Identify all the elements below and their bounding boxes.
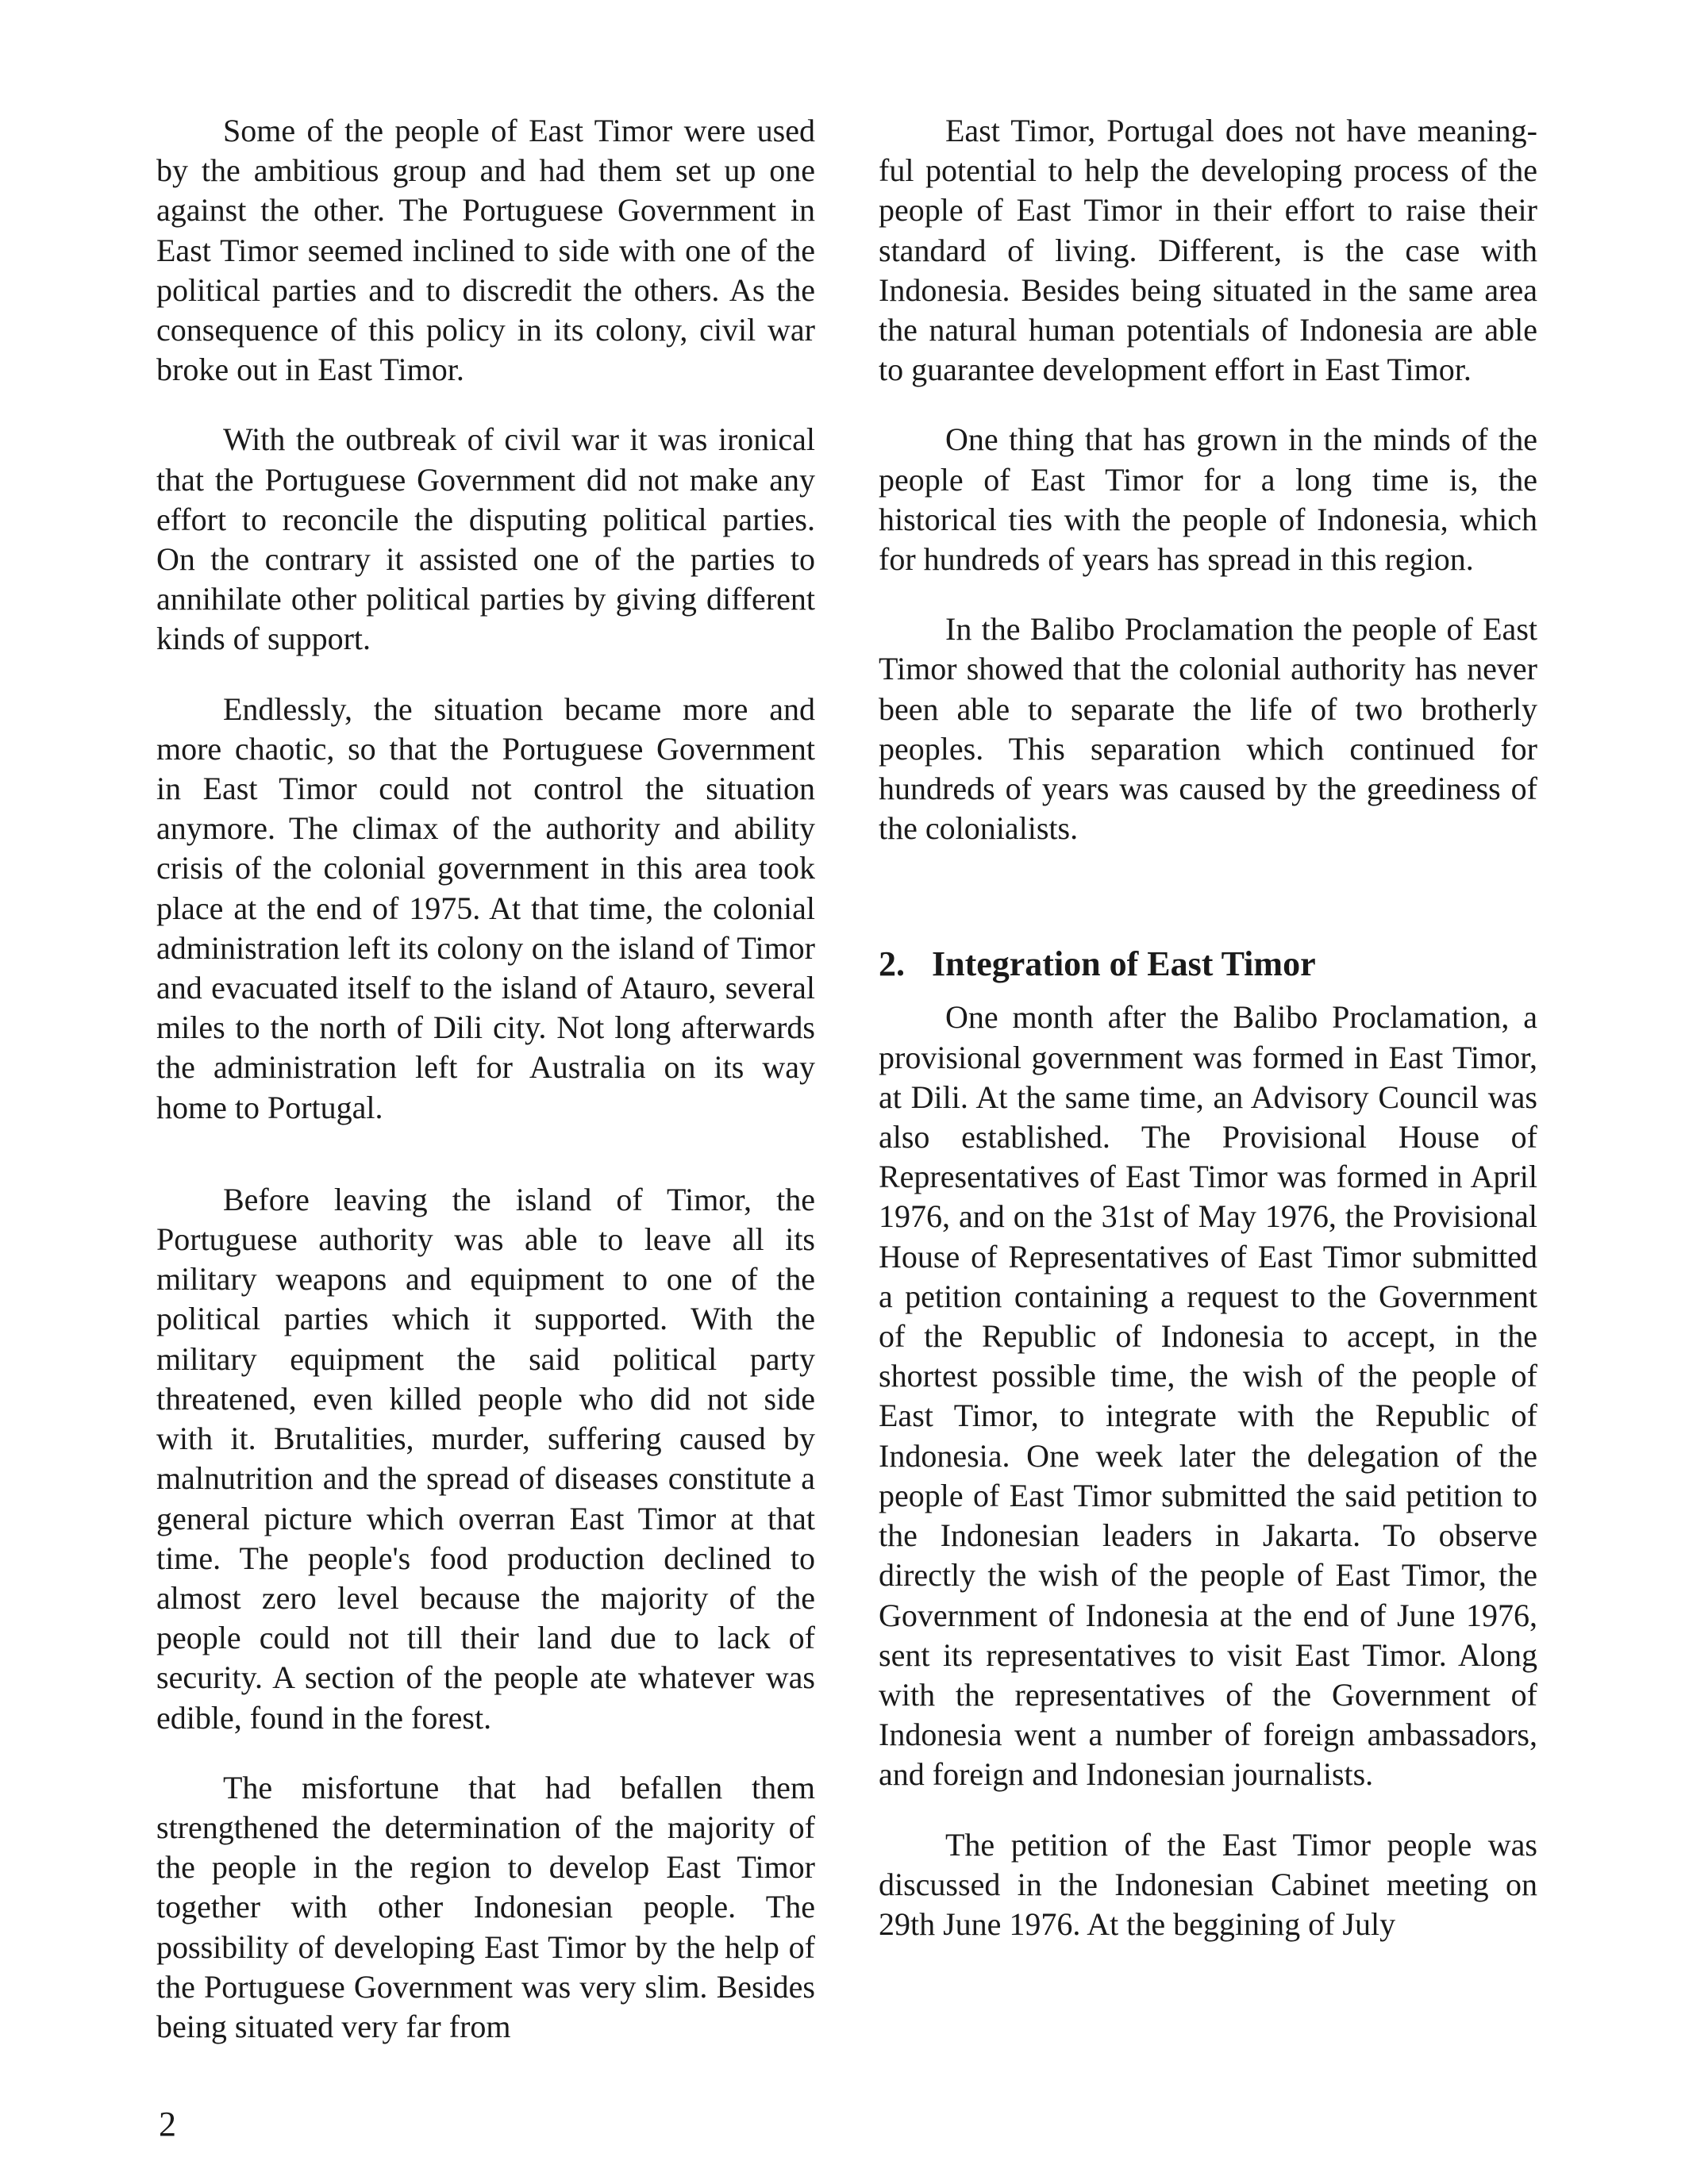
- section-number: 2.: [879, 944, 905, 984]
- section-heading: [879, 942, 1537, 986]
- paragraph: In the Balibo Proclamation the people of East Timor showed that the colonial authority has never been able to separate the life of two brotherly peoples. This separation which continued for hundreds of years was caused by the greediness of the colonialists.: [879, 611, 1537, 847]
- paragraph: Some of the people of East Timor were used by the ambitious group and had them set up one against the other. The Portuguese Government in East Timor seemed inclined to side with one of the political parties and to discredit the others. As the consequence of this policy in its colony, civil war broke out in East Timor.: [156, 113, 815, 388]
- paragraph: Before leaving the island of Timor, the Portuguese authority was able to leave all its military weapons and equipment to one of the political parties which it supported. With the military equipment the said political party threatened, even killed people who did not side with it. Brutalities, murder, suffering caused by malnutrition and the spread of diseases constitute a general picture which overran East Timor at that time. The people's food production declined to almost zero level because the majority of the people could not till their land due to lack of security. A section of the people ate whatever was edible, found in the forest.: [156, 1181, 815, 1736]
- left-column: [156, 111, 815, 2077]
- paragraph: Endlessly, the situation became more and more chaotic, so that the Portuguese Government in East Timor could not control the situation anymore. The climax of the authority and ability crisis of the colonial government in this area took place at the end of 1975. At that time, the colonial administration left its colony on the island of Timor and evacuated itself to the island of Atauro, several miles to the north of Dili city. Not long afterwards the administration left for Australia on its way home to Portugal.: [156, 690, 815, 1125]
- right-column: [879, 111, 1537, 1974]
- paragraph: East Timor, Portugal does not have meaningful potential to help the developing process of the people of East Timor in their effort to raise their standard of living. Different, is the case with Indonesia. Besides being situated in the same area the natural human potentials of Indonesia are able to guarantee development effort in East Timor.: [879, 113, 1537, 388]
- section-spacer: [879, 879, 1537, 942]
- paragraph: With the outbreak of civil war it was ironical that the Portuguese Government did not make any effort to reconcile the disputing political parties. On the contrary it assisted one of the parties to annihilate other political parties by giving different kinds of support.: [156, 421, 815, 657]
- paragraph-spacer: [156, 1158, 815, 1180]
- paragraph: One thing that has grown in the minds of the people of East Timor for a long time is, the historical ties with the people of Indonesia, which for hundreds of years has spread in this region.: [879, 421, 1537, 578]
- paragraph: The petition of the East Timor people was discussed in the Indonesian Cabinet meeting on 29th June 1976. At the beggining of July: [879, 1826, 1537, 1942]
- page-number: 2: [159, 2105, 176, 2144]
- paragraph: The misfortune that had befallen them strengthened the determination of the majority of the people in the region to develop East Timor together with other Indonesian people. The possibility of developing East Timor by the help of the Portuguese Government was very slim. Besides being situated very far from: [156, 1769, 815, 2044]
- paragraph: One month after the Balibo Proclamation, a provisional government was formed in East Timor, at Dili. At the same time, an Advisory Council was also established. The Provisional House of Representatives of East Timor was formed in April 1976, and on the 31st of May 1976, the Provisional House of Representatives of East Timor submitted a petition containing a request to the Government of the Republic of Indonesia to accept, in the shortest possible time, the wish of the people of East Timor, to integrate with the Republic of Indonesia. One week later the delegation of the people of East Timor submitted the said petition to the Indonesian leaders in Jakarta. To observe directly the wish of the people of East Timor, the Government of Indonesia at the end of June 1976, sent its representatives to visit East Timor. Along with the representatives of the Government of Indonesia went a number of foreign ambassadors, and foreign and Indonesian journalists.: [879, 999, 1537, 1793]
- section-title: Integration of East Timor: [932, 944, 1316, 984]
